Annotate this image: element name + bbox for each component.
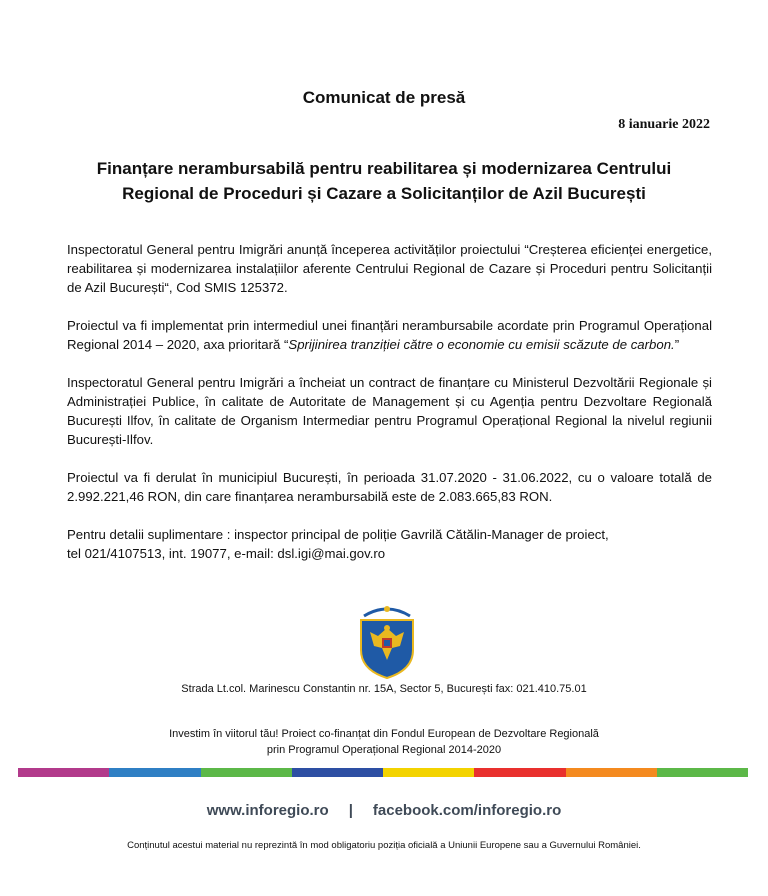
color-bar-segment	[657, 768, 748, 777]
financing-text: Proiectul va fi implementat prin intermediul unei finanțări nerambursabile acordate prin Programul Operațional Regional 2014 – 2020, axa prioritară “	[67, 318, 712, 352]
priority-axis-text: Sprijinirea tranziției către o economie cu emisii scăzute de carbon.	[288, 337, 675, 352]
document-title: Comunicat de presă	[302, 88, 466, 107]
headline-line-1: Finanțare nerambursabilă pentru reabilitarea și modernizarea Centrului	[96, 159, 672, 178]
headline-line-2: Regional de Proceduri și Cazare a Solicitanților de Azil București	[122, 184, 646, 203]
color-bar-segment	[474, 768, 565, 777]
link-separator: |	[348, 802, 353, 819]
financing-quote-close: ”	[674, 337, 680, 352]
regio-color-bar	[18, 768, 748, 777]
contact-line-2: tel 021/4107513, int. 19077, e-mail: dsl.igi@mai.gov.ro	[67, 546, 386, 561]
color-bar-segment	[18, 768, 109, 777]
color-bar-segment	[566, 768, 657, 777]
color-bar-segment	[109, 768, 200, 777]
headline	[80, 156, 688, 206]
cofinance-line-2: prin Programul Operațional Regional 2014-2020	[266, 744, 502, 756]
color-bar-segment	[383, 768, 474, 777]
paragraph-contact	[67, 525, 712, 563]
paragraph-financing	[67, 316, 712, 354]
cofinance-statement	[0, 726, 768, 758]
paragraph-project-value: Proiectul va fi derulat în municipiul București, în perioada 31.07.2020 - 31.06.2022, cu o valoare totală de 2.992.221,46 RON, din care finanțarea nerambursabilă este de 2.083.665,83 RON.	[67, 470, 712, 504]
igi-emblem-icon	[356, 604, 418, 680]
cofinance-line-1: Investim în viitorul tău! Proiect co-finanțat din Fondul European de Dezvoltare Regională	[169, 728, 599, 740]
disclaimer: Conținutul acestui material nu reprezintă în mod obligatoriu poziția oficială a Uniunii Europene sau a Guvernului României.	[127, 840, 641, 851]
color-bar-segment	[201, 768, 292, 777]
paragraph-project-start: Inspectoratul General pentru Imigrări anunță începerea activităților proiectului “Creșterea eficienței energetice, reabilitarea și modernizarea instalațiilor aferente Centrului Regional de Cazare și Proceduri pentru Solicitanții de Azil București“, Cod SMIS 125372.	[67, 242, 712, 295]
paragraph-contract: Inspectoratul General pentru Imigrări a încheiat un contract de finanțare cu Ministerul Dezvoltării Regionale și Administrației Publice, în calitate de Autoritate de Management și cu Agenția pentru Dezvoltare Regională București Ilfov, în calitate de Organism Intermediar pentru Programul Operațional Regional la nivelul regiunii București-Ilfov.	[67, 375, 712, 447]
contact-line-1: Pentru detalii suplimentare : inspector principal de poliție Gavrilă Cătălin-Manager de proiect,	[67, 527, 609, 542]
inforegio-web-link[interactable]: www.inforegio.ro	[206, 802, 329, 819]
inforegio-facebook-link[interactable]: facebook.com/inforegio.ro	[372, 802, 562, 819]
footer-links	[0, 802, 768, 819]
body-text	[67, 240, 712, 582]
color-bar-segment	[292, 768, 383, 777]
address: Strada Lt.col. Marinescu Constantin nr. 15A, Sector 5, București fax: 021.410.75.01	[181, 683, 587, 695]
document-date: 8 ianuarie 2022	[618, 117, 710, 132]
